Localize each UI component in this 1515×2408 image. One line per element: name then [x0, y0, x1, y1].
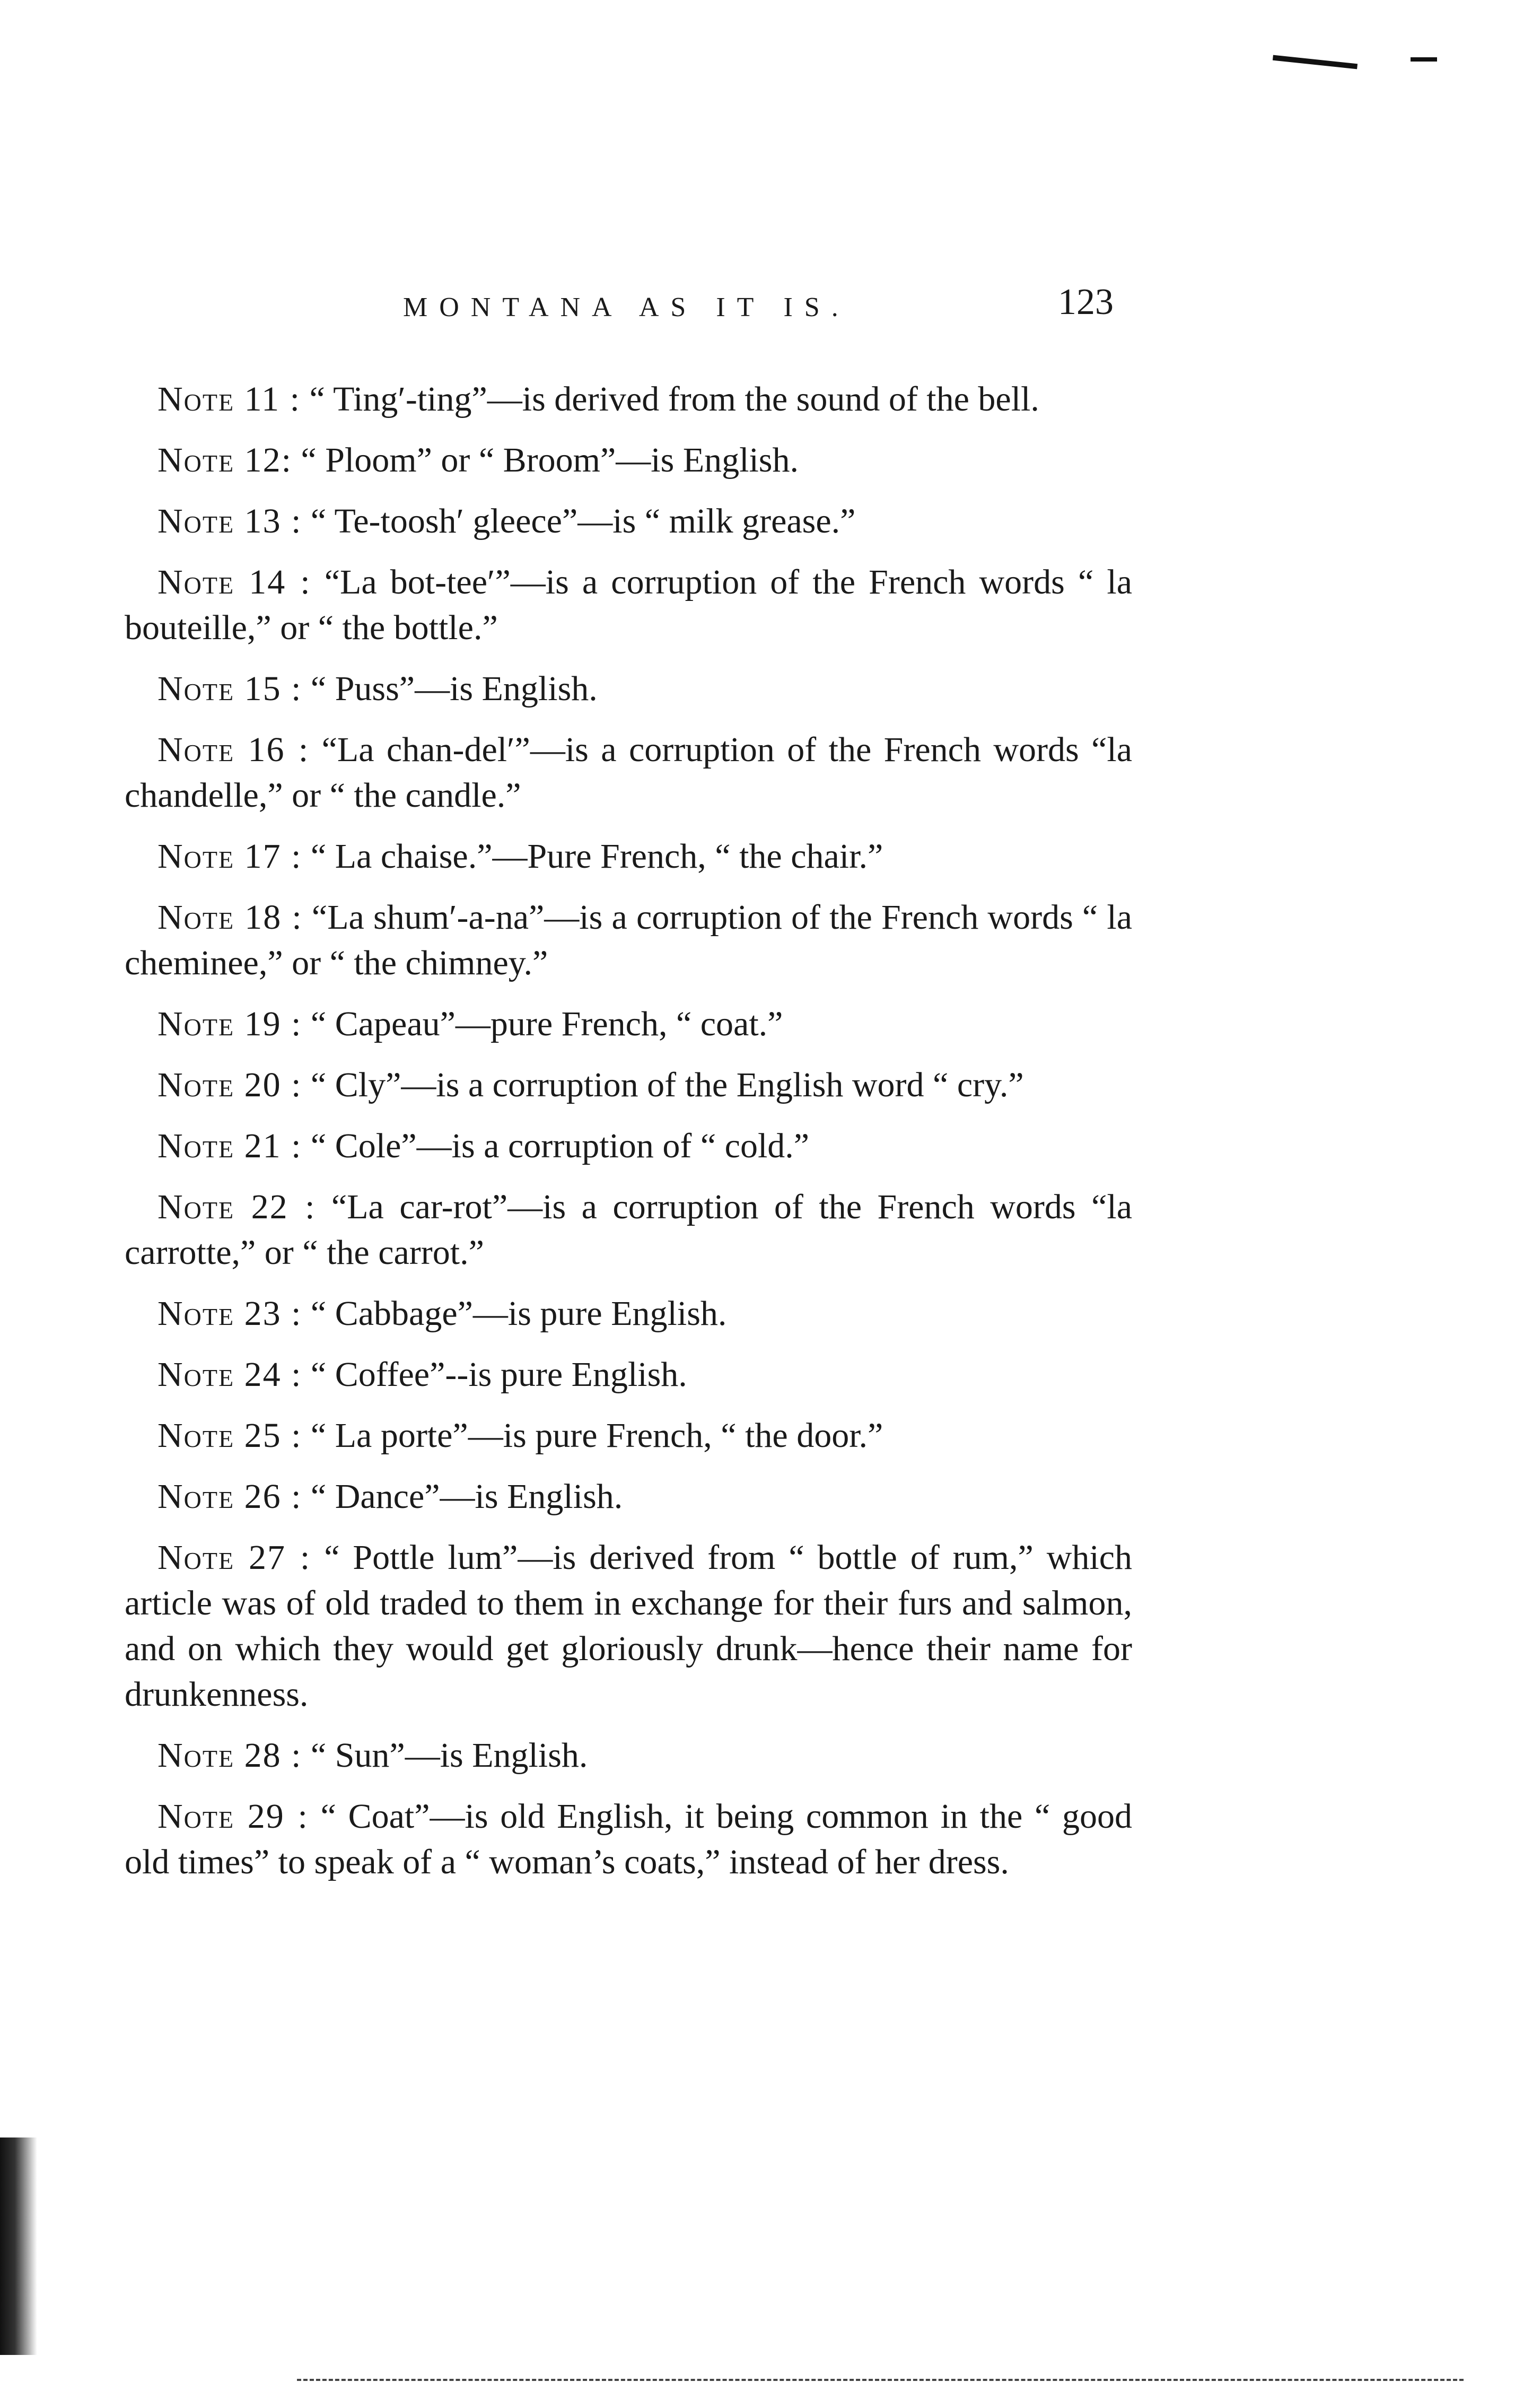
- note-text: “ Dance”—is English.: [302, 1477, 623, 1516]
- note-label: Note 18 :: [157, 898, 303, 937]
- note-label: Note 29 :: [157, 1797, 309, 1836]
- page-header: [122, 281, 1129, 329]
- note-paragraph: [125, 1413, 1132, 1459]
- note-text: “ Te-toosh′ gleece”—is “ milk grease.”: [302, 502, 856, 540]
- note-paragraph: [125, 1474, 1132, 1520]
- note-text: “ Pottle lum”—is derived from “ bottle of rum,” which article was of old traded to them in exchange for their furs and salmon, and on which they would get gloriously drunk—hence their name for drunkenness.: [125, 1538, 1132, 1714]
- scan-artifact-stroke: [1273, 55, 1358, 69]
- note-paragraph: [125, 499, 1132, 544]
- note-text: “La shum′-a-na”—is a corruption of the French words “ la cheminee,” or “ the chimney.”: [125, 898, 1133, 982]
- note-paragraph: [125, 377, 1132, 422]
- note-text: “ Cabbage”—is pure English.: [302, 1294, 727, 1333]
- note-text: “ Sun”—is English.: [302, 1736, 588, 1775]
- running-title: MONTANA AS IT IS.: [403, 292, 850, 322]
- note-paragraph: [125, 1794, 1132, 1885]
- scan-artifact-dashes: [297, 2379, 1464, 2381]
- note-label: Note 13 :: [157, 502, 302, 540]
- note-paragraph: [125, 1062, 1132, 1108]
- scan-edge-shadow: [0, 2137, 37, 2355]
- note-label: Note 12:: [157, 441, 292, 479]
- note-label: Note 17 :: [157, 837, 302, 876]
- note-paragraph: [125, 1001, 1132, 1047]
- note-text: “ Ploom” or “ Broom”—is English.: [292, 441, 799, 479]
- note-text: “La bot-tee′”—is a corruption of the French words “ la bouteille,” or “ the bottle.”: [125, 563, 1132, 647]
- note-text: “ Ting′-ting”—is derived from the sound of the bell.: [300, 380, 1039, 418]
- note-label: Note 28 :: [157, 1736, 302, 1775]
- note-text: “ Coffee”--is pure English.: [302, 1355, 687, 1394]
- note-paragraph: [125, 834, 1132, 879]
- notes-list: [125, 377, 1132, 1900]
- note-paragraph: [125, 560, 1132, 651]
- note-paragraph: [125, 438, 1132, 483]
- note-paragraph: [125, 1535, 1132, 1717]
- note-label: Note 23 :: [157, 1294, 302, 1333]
- note-label: Note 15 :: [157, 669, 302, 708]
- note-label: Note 24 :: [157, 1355, 302, 1394]
- note-text: “ Cole”—is a corruption of “ cold.”: [302, 1127, 810, 1165]
- note-paragraph: [125, 1733, 1132, 1778]
- note-paragraph: [125, 1352, 1132, 1398]
- note-paragraph: [125, 1184, 1132, 1276]
- note-label: Note 20 :: [157, 1066, 302, 1104]
- note-paragraph: [125, 727, 1132, 818]
- note-paragraph: [125, 1123, 1132, 1169]
- note-label: Note 19 :: [157, 1005, 302, 1043]
- page-number: 123: [1058, 282, 1114, 322]
- note-text: “ La porte”—is pure French, “ the door.”: [302, 1416, 883, 1455]
- note-label: Note 27 :: [157, 1538, 311, 1577]
- note-text: “La chan-del′”—is a corruption of the French words “la chandelle,” or “ the candle.”: [125, 730, 1132, 815]
- note-text: “ Cly”—is a corruption of the English word “ cry.”: [302, 1066, 1024, 1104]
- note-text: “ Puss”—is English.: [302, 669, 598, 708]
- note-label: Note 14 :: [157, 563, 311, 601]
- note-label: Note 16 :: [157, 730, 310, 769]
- note-text: “ La chaise.”—Pure French, “ the chair.”: [302, 837, 883, 876]
- note-paragraph: [125, 666, 1132, 712]
- note-text: “ Capeau”—pure French, “ coat.”: [302, 1005, 783, 1043]
- note-label: Note 11 :: [157, 380, 301, 418]
- note-label: Note 26 :: [157, 1477, 302, 1516]
- note-label: Note 21 :: [157, 1127, 302, 1165]
- scan-artifact-stroke: [1411, 57, 1437, 62]
- note-text: “La car-rot”—is a corruption of the French words “la carrotte,” or “ the carrot.”: [125, 1188, 1133, 1272]
- note-label: Note 25 :: [157, 1416, 302, 1455]
- note-label: Note 22 :: [157, 1188, 316, 1226]
- note-text: “ Coat”—is old English, it being common in the “ good old times” to speak of a “ woman’s coats,” instead of her dress.: [125, 1797, 1132, 1881]
- note-paragraph: [125, 1291, 1132, 1337]
- note-paragraph: [125, 895, 1132, 986]
